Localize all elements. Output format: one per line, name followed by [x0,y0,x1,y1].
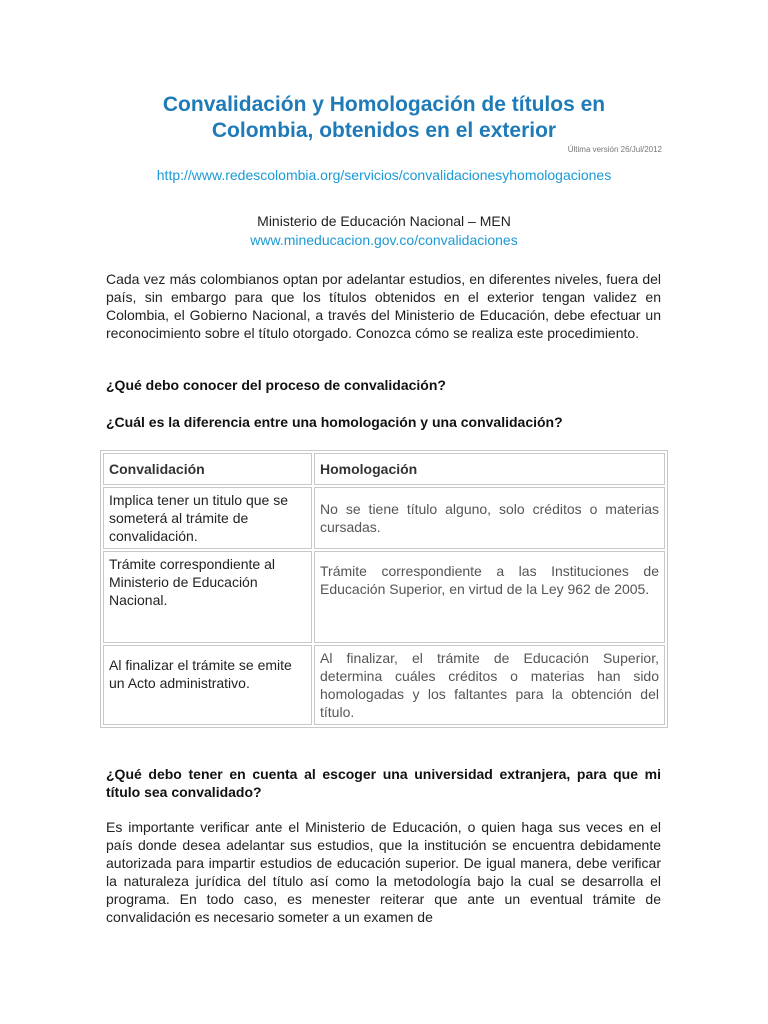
intro-paragraph: Cada vez más colombianos optan por adelantar estudios, en diferentes niveles, fuera del país, sin embargo para que los títulos obtenidos en el exterior tengan validez en Colombia, el Gobierno Nacional, a través del Ministerio de Educación, debe efectuar un reconocimiento sobre el título otorgado. Conozca cómo se realiza este procedimiento. [106,271,661,341]
table-cell: Trámite correspondiente a las Instituciones de Educación Superior, en virtud de la Ley 962 de 2005. [314,551,665,643]
version-note: Última versión 26/Jul/2012 [567,145,662,154]
comparison-table [100,450,668,728]
table-cell: Al finalizar, el trámite de Educación Superior, determina cuáles créditos o materias han sido homologadas y los faltantes para la obtención del título. [314,645,665,725]
ministry-name: Ministerio de Educación Nacional – MEN [257,213,511,229]
title-line-1: Convalidación y Homologación de títulos en [162,93,606,116]
question-universidad: ¿Qué debo tener en cuenta al escoger una universidad extranjera, para que mi título sea convalidado? [106,766,661,800]
redescolombia-link[interactable]: http://www.redescolombia.org/servicios/convalidacionesyhomologaciones [156,167,612,183]
table-row [103,645,665,725]
table-cell: Al finalizar el trámite se emite un Acto administrativo. [103,645,312,725]
question-diferencia: ¿Cuál es la diferencia entre una homologación y una convalidación? [106,414,563,430]
table-header-row [103,453,665,485]
header-convalidacion: Convalidación [103,453,312,485]
table-cell: Implica tener un titulo que se someterá al trámite de convalidación. [103,487,312,549]
table-cell: No se tiene título alguno, solo créditos o materias cursadas. [314,487,665,549]
question-proceso: ¿Qué debo conocer del proceso de convalidación? [106,377,446,393]
body-paragraph: Es importante verificar ante el Ministerio de Educación, o quien haga sus veces en el país donde desea adelantar sus estudios, que la institución se encuentra debidamente autorizada para impartir estudios de educación superior. De igual manera, debe verificar la naturaleza jurídica del título así como la metodología bajo la cual se desarrolla el programa. En todo caso, es menester reiterar que ante un eventual trámite de convalidación es necesario someter a un examen de [106,819,661,925]
table-cell: Trámite correspondiente al Ministerio de Educación Nacional. [103,551,312,643]
table-row [103,487,665,549]
table-row [103,551,665,643]
title-line-2: Colombia, obtenidos en el exterior [211,119,557,142]
mineducacion-link[interactable]: www.mineducacion.gov.co/convalidaciones [250,232,518,248]
document-title [60,92,708,144]
header-homologacion: Homologación [314,453,665,485]
